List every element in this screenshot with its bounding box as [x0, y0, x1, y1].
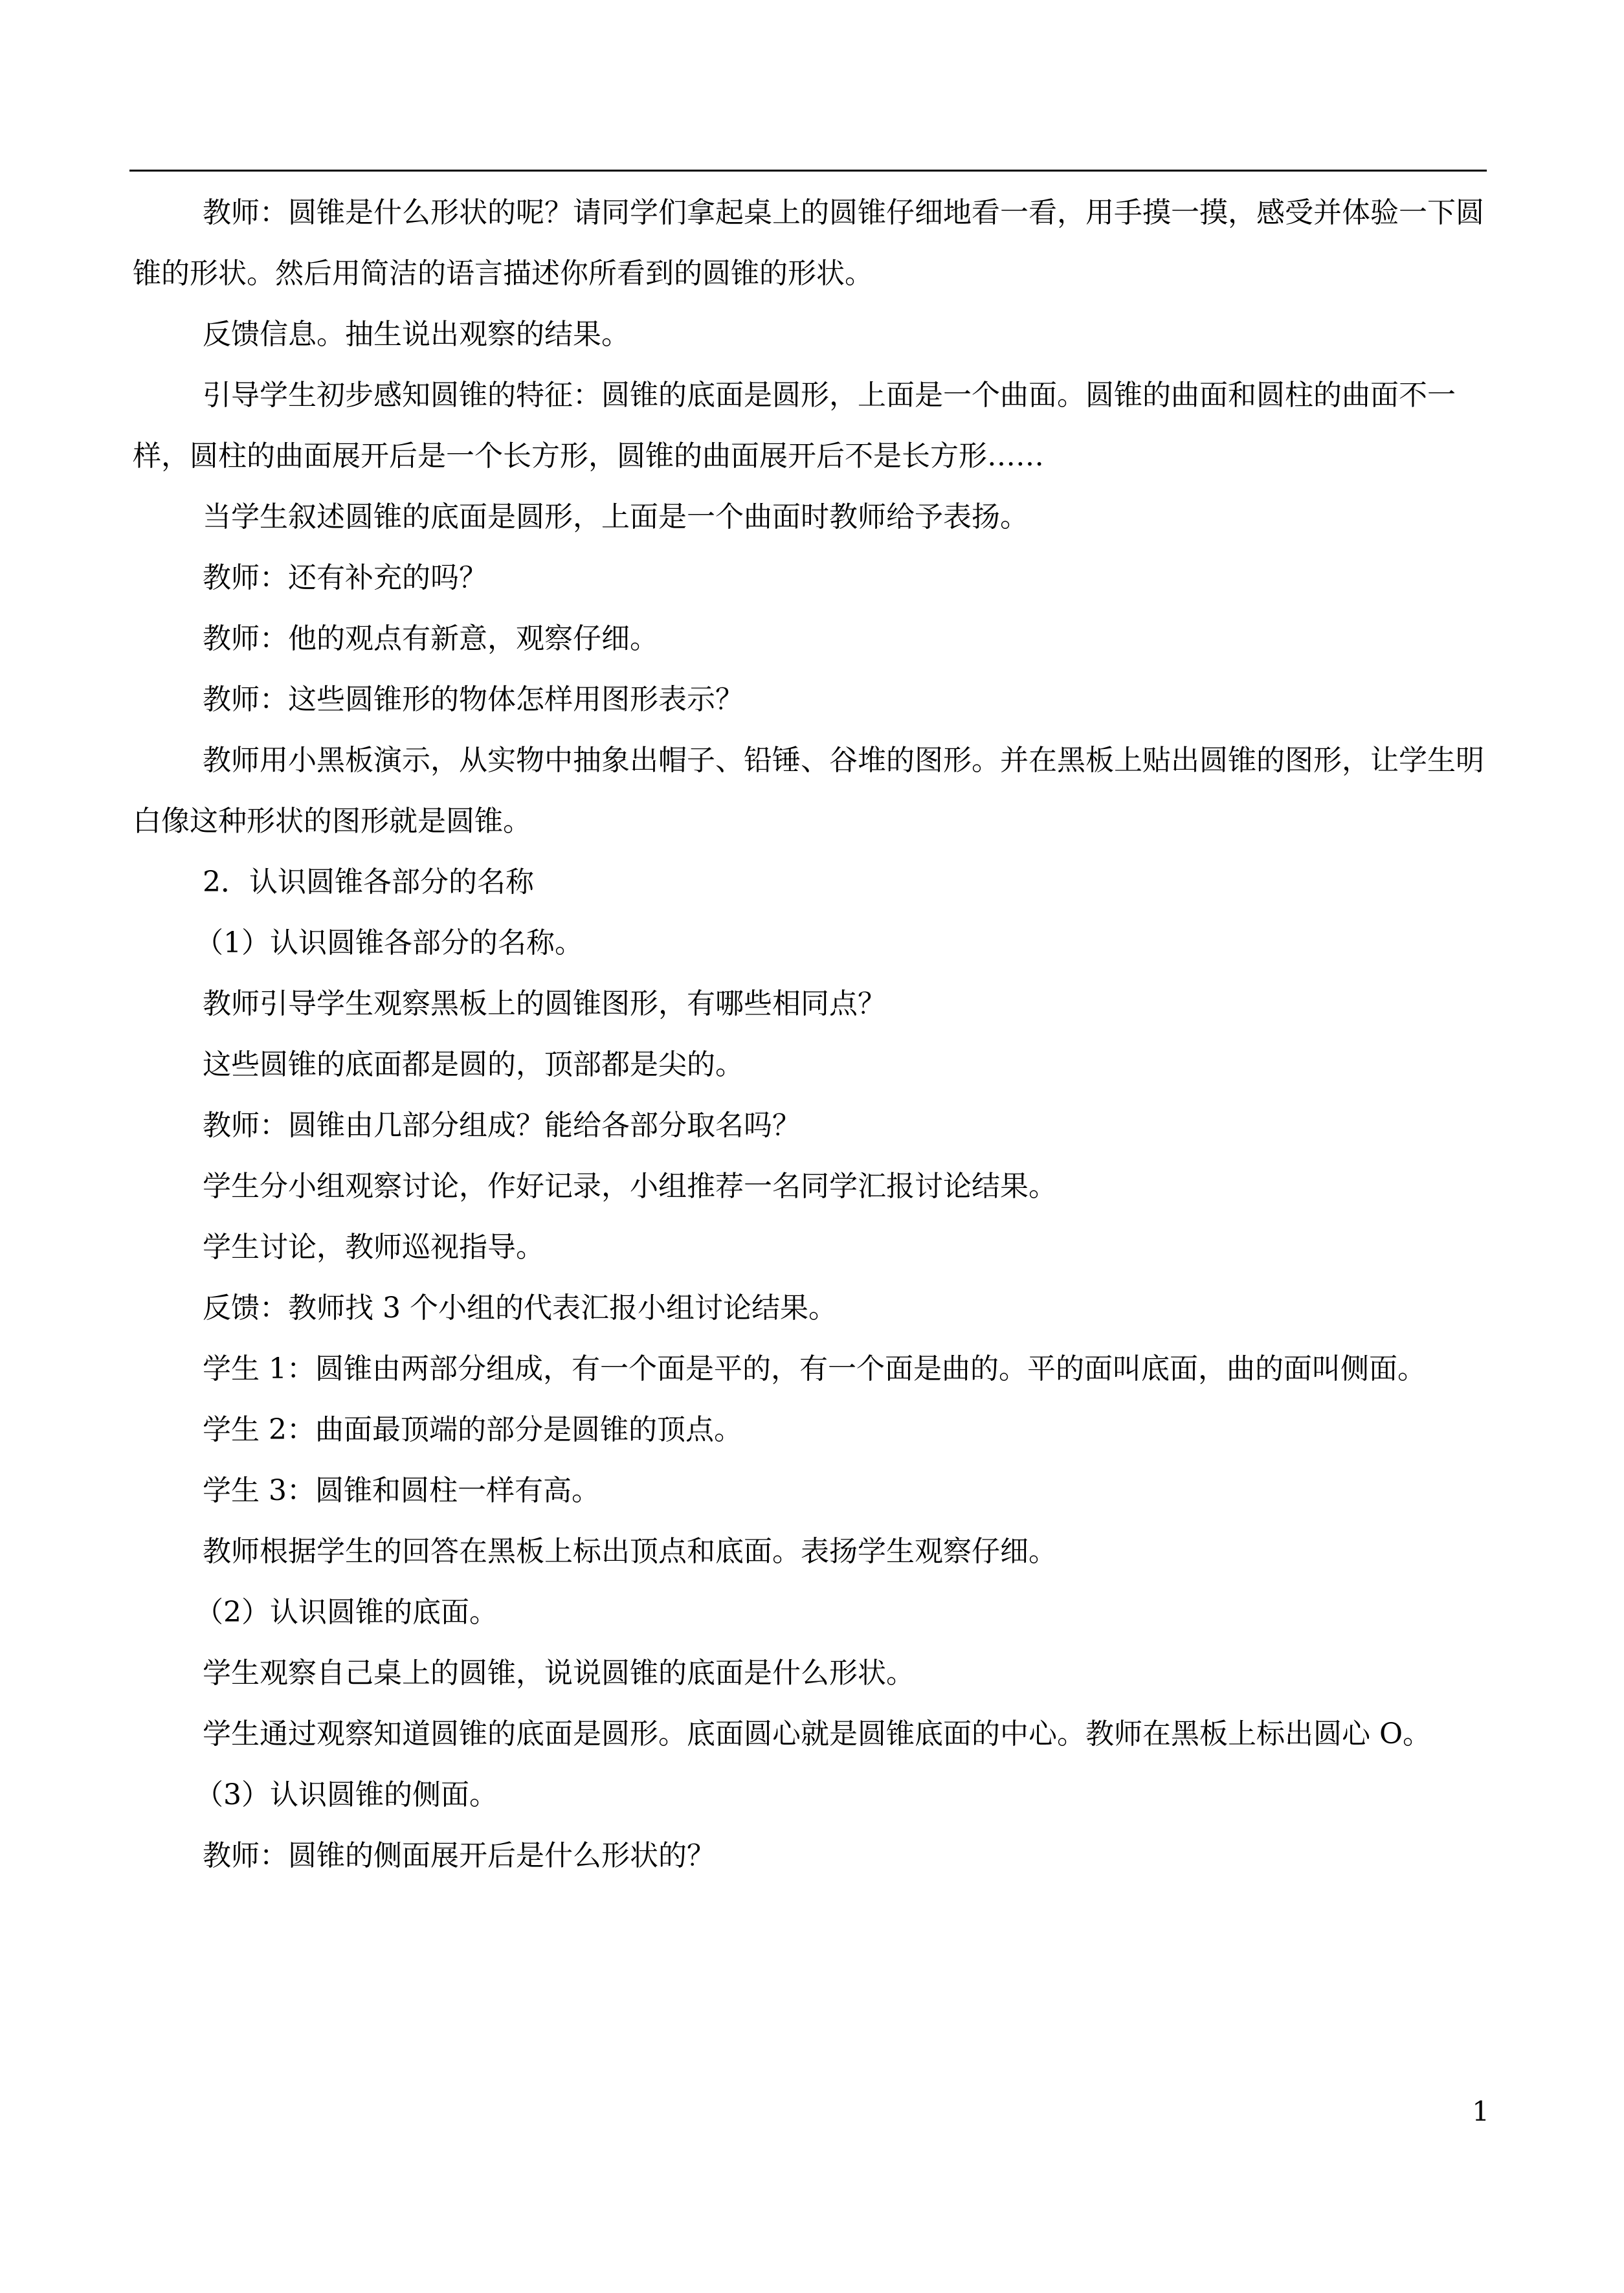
paragraph: 教师引导学生观察黑板上的圆锥图形，有哪些相同点？: [203, 987, 886, 1020]
paragraph: 反馈：教师找 3 个小组的代表汇报小组讨论结果。: [203, 1292, 837, 1325]
paragraph: 学生分小组观察讨论，作好记录，小组推荐一名同学汇报讨论结果。: [203, 1170, 1057, 1203]
paragraph: 教师：圆锥是什么形状的呢？请同学们拿起桌上的圆锥仔细地看一看，用手摸一摸，感受并体验一下圆锥的形状。然后用简洁的语言描述你所看到的圆锥的形状。: [133, 196, 1484, 290]
subsection-heading: （1）认识圆锥各部分的名称。: [195, 926, 583, 959]
paragraph: 教师：圆锥由几部分组成？能给各部分取名吗？: [203, 1109, 801, 1142]
paragraph: 这些圆锥的底面都是圆的，顶部都是尖的。: [203, 1048, 744, 1081]
paragraph: 教师：他的观点有新意，观察仔细。: [203, 622, 658, 655]
paragraph: 学生 1：圆锥由两部分组成，有一个面是平的，有一个面是曲的。平的面叫底面，曲的面叫侧面。: [203, 1352, 1426, 1385]
paragraph: 学生 3：圆锥和圆柱一样有高。: [203, 1474, 600, 1507]
subsection-heading: （3）认识圆锥的侧面。: [195, 1778, 498, 1811]
paragraph: 学生讨论，教师巡视指导。: [203, 1231, 544, 1264]
paragraph: 学生观察自己桌上的圆锥，说说圆锥的底面是什么形状。: [203, 1657, 915, 1690]
page-number: 1: [1472, 2096, 1489, 2127]
paragraph: 教师根据学生的回答在黑板上标出顶点和底面。表扬学生观察仔细。: [203, 1535, 1057, 1568]
paragraph: 当学生叙述圆锥的底面是圆形，上面是一个曲面时教师给予表扬。: [203, 500, 1029, 533]
paragraph: 学生通过观察知道圆锥的底面是圆形。底面圆心就是圆锥底面的中心。教师在黑板上标出圆心 O。: [203, 1717, 1432, 1751]
document-body: [133, 183, 1485, 1886]
paragraph: 教师用小黑板演示，从实物中抽象出帽子、铅锤、谷堆的图形。并在黑板上贴出圆锥的图形，让学生明白像这种形状的图形就是圆锥。: [133, 744, 1484, 838]
section-heading: 2．认识圆锥各部分的名称: [203, 866, 534, 899]
paragraph: 引导学生初步感知圆锥的特征：圆锥的底面是圆形，上面是一个曲面。圆锥的曲面和圆柱的曲面不一样，圆柱的曲面展开后是一个长方形，圆锥的曲面展开后不是长方形……: [133, 379, 1456, 473]
paragraph: 反馈信息。抽生说出观察的结果。: [203, 318, 630, 351]
paragraph: 教师：这些圆锥形的物体怎样用图形表示？: [203, 683, 744, 716]
paragraph: 学生 2：曲面最顶端的部分是圆锥的顶点。: [203, 1413, 742, 1446]
paragraph: 教师：还有补充的吗？: [203, 561, 487, 594]
paragraph: 教师：圆锥的侧面展开后是什么形状的？: [203, 1839, 715, 1872]
subsection-heading: （2）认识圆锥的底面。: [195, 1596, 498, 1629]
header-rule: [129, 170, 1487, 172]
